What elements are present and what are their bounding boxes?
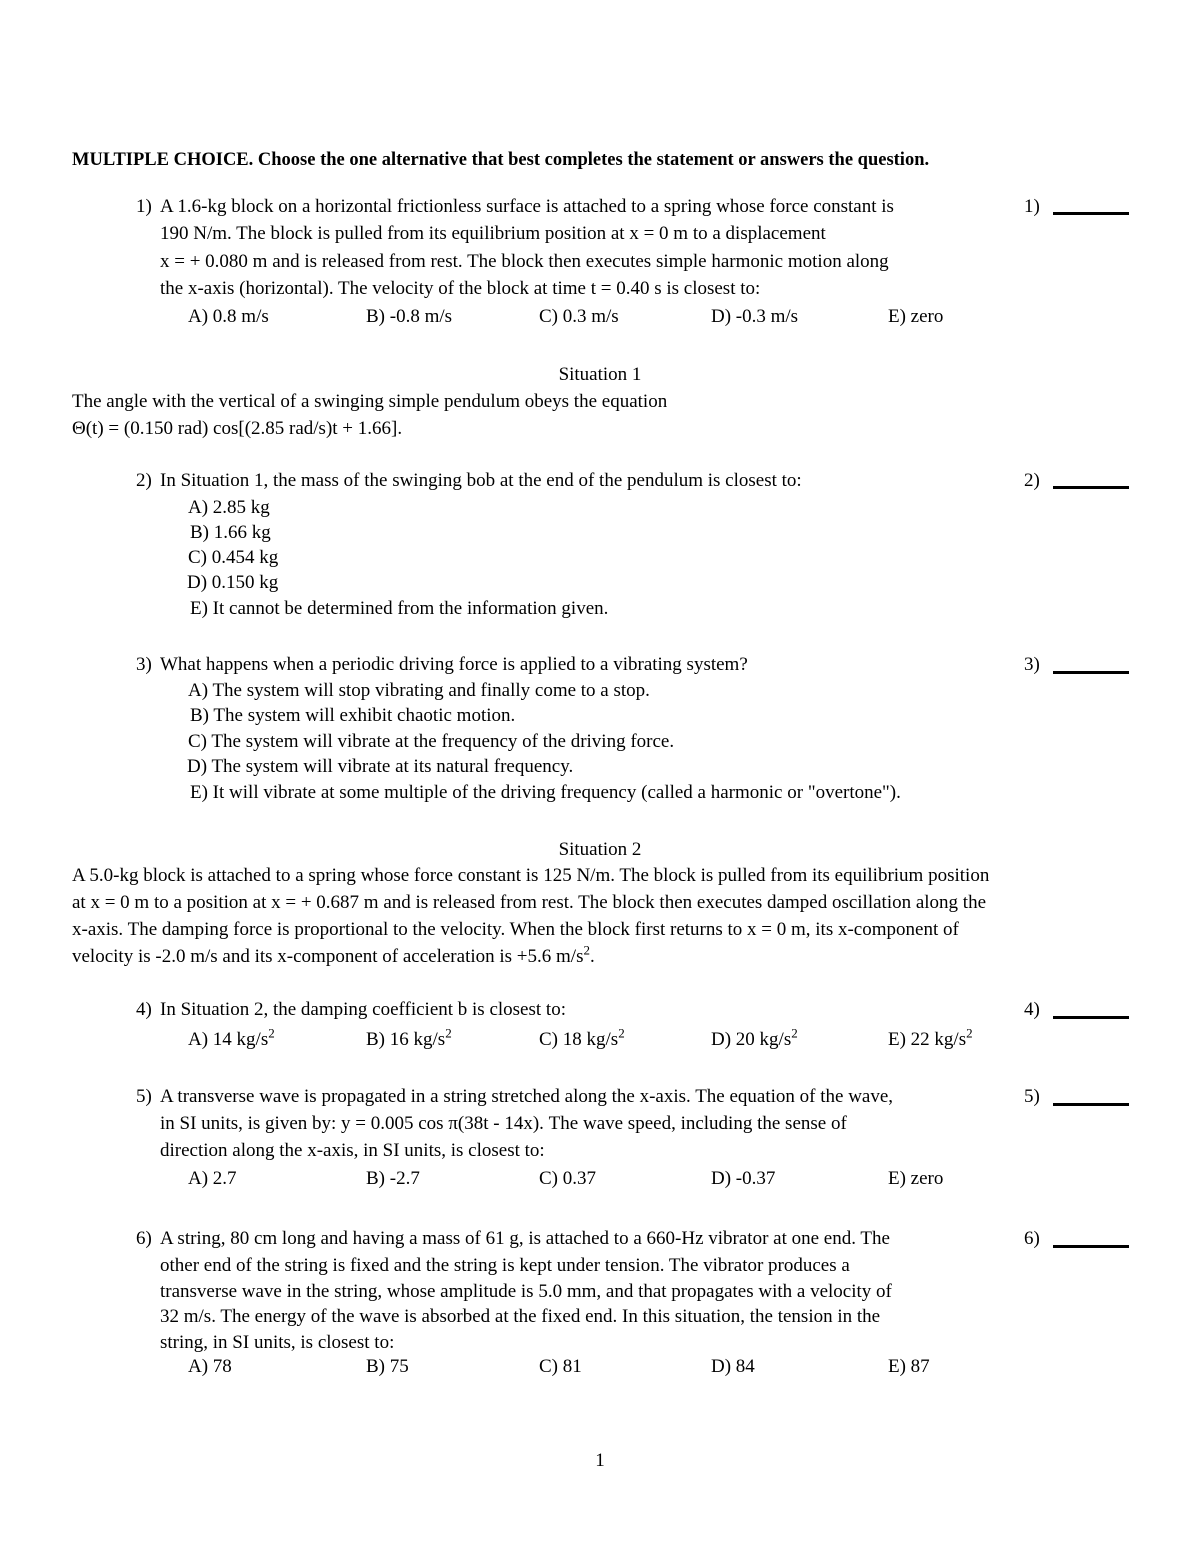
situation-equation: Θ(t) = (0.150 rad) cos[(2.85 rad/s)t + 1.66]. xyxy=(72,418,403,439)
situation-text-line: x-axis. The damping force is proportional to the velocity. When the block first returns to x = 0 m, its x-component of xyxy=(72,919,959,940)
situation-text-line xyxy=(72,942,595,967)
answer-blank[interactable] xyxy=(1053,486,1129,489)
question-number: 1) xyxy=(136,196,152,217)
answer-option: B) -2.7 xyxy=(366,1168,420,1189)
section-header: MULTIPLE CHOICE. Choose the one alternative that best completes the statement or answers the question. xyxy=(72,150,930,170)
answer-option xyxy=(711,1025,798,1050)
answer-option: B) -0.8 m/s xyxy=(366,306,453,327)
answer-option: A) 2.7 xyxy=(188,1168,237,1189)
answer-blank[interactable] xyxy=(1053,1103,1129,1106)
answer-blank-label: 2) xyxy=(1024,470,1040,491)
answer-blank[interactable] xyxy=(1053,1245,1129,1248)
superscript: 2 xyxy=(618,1025,625,1041)
answer-option: E) It will vibrate at some multiple of the driving frequency (called a harmonic or "overtone"). xyxy=(190,782,901,803)
answer-option: A) 78 xyxy=(188,1356,232,1377)
answer-option: A) 2.85 kg xyxy=(188,497,270,518)
answer-option: E) It cannot be determined from the information given. xyxy=(190,598,609,619)
situation-text: velocity is -2.0 m/s and its x-component of acceleration is +5.6 m/s xyxy=(72,946,584,967)
answer-blank[interactable] xyxy=(1053,212,1129,215)
answer-option: B) The system will exhibit chaotic motion. xyxy=(190,705,516,726)
answer-blank[interactable] xyxy=(1053,671,1129,674)
period: . xyxy=(589,946,595,967)
answer-option: D) -0.3 m/s xyxy=(711,306,799,327)
question-text-line: A string, 80 cm long and having a mass of 61 g, is attached to a 660-Hz vibrator at one end. The xyxy=(160,1228,890,1249)
answer-blank-label: 1) xyxy=(1024,196,1040,217)
option-text: A) 14 kg/s xyxy=(188,1029,269,1050)
situation-text-line: A 5.0-kg block is attached to a spring whose force constant is 125 N/m. The block is pulled from its equilibrium position xyxy=(72,865,990,886)
question-text-line: In Situation 1, the mass of the swinging bob at the end of the pendulum is closest to: xyxy=(160,470,802,491)
answer-option: A) 0.8 m/s xyxy=(188,306,269,327)
question-number: 6) xyxy=(136,1228,152,1249)
answer-blank-label: 5) xyxy=(1024,1086,1040,1107)
answer-option: D) 0.150 kg xyxy=(187,572,279,593)
superscript: 2 xyxy=(966,1025,973,1041)
situation-title: Situation 2 xyxy=(558,839,642,860)
situation-text-line: The angle with the vertical of a swinging simple pendulum obeys the equation xyxy=(72,391,668,412)
question-text-line: the x-axis (horizontal). The velocity of the block at time t = 0.40 s is closest to: xyxy=(160,278,761,299)
question-text-line: other end of the string is fixed and the string is kept under tension. The vibrator produces a xyxy=(160,1255,850,1276)
answer-option: E) zero xyxy=(888,1168,944,1189)
option-text: E) 22 kg/s xyxy=(888,1029,967,1050)
question-text-line: transverse wave in the string, whose amplitude is 5.0 mm, and that propagates with a velocity of xyxy=(160,1281,892,1302)
question-text-line: A 1.6-kg block on a horizontal frictionless surface is attached to a spring whose force constant is xyxy=(160,196,894,217)
superscript: 2 xyxy=(791,1025,798,1041)
situation-title: Situation 1 xyxy=(558,364,642,385)
answer-blank-label: 4) xyxy=(1024,999,1040,1020)
superscript: 2 xyxy=(583,942,590,958)
question-number: 3) xyxy=(136,654,152,675)
answer-option: C) 0.3 m/s xyxy=(539,306,619,327)
question-number: 5) xyxy=(136,1086,152,1107)
question-text-line: direction along the x-axis, in SI units, is closest to: xyxy=(160,1140,545,1161)
answer-option xyxy=(888,1025,973,1050)
answer-option: D) -0.37 xyxy=(711,1168,776,1189)
option-text: C) 18 kg/s xyxy=(539,1029,619,1050)
question-text-line: What happens when a periodic driving force is applied to a vibrating system? xyxy=(160,654,748,675)
answer-option: C) 0.454 kg xyxy=(188,547,279,568)
answer-option: E) zero xyxy=(888,306,944,327)
answer-option: C) 81 xyxy=(539,1356,582,1377)
option-text: D) 20 kg/s xyxy=(711,1029,792,1050)
question-text-line: 190 N/m. The block is pulled from its equilibrium position at x = 0 m to a displacement xyxy=(160,223,826,244)
page-number: 1 xyxy=(595,1450,605,1471)
question-text-line: In Situation 2, the damping coefficient b is closest to: xyxy=(160,999,566,1020)
superscript: 2 xyxy=(445,1025,452,1041)
superscript: 2 xyxy=(268,1025,275,1041)
question-text-line: string, in SI units, is closest to: xyxy=(160,1332,395,1353)
answer-option: B) 75 xyxy=(366,1356,409,1377)
answer-option: D) The system will vibrate at its natural frequency. xyxy=(187,756,574,777)
question-text-line: A transverse wave is propagated in a string stretched along the x-axis. The equation of the wave, xyxy=(160,1086,894,1107)
question-number: 2) xyxy=(136,470,152,491)
question-text-line: x = + 0.080 m and is released from rest. The block then executes simple harmonic motion along xyxy=(160,251,889,272)
answer-option: B) 1.66 kg xyxy=(190,522,271,543)
answer-option xyxy=(188,1025,275,1050)
question-text-line: in SI units, is given by: y = 0.005 cos π(38t - 14x). The wave speed, including the sense of xyxy=(160,1113,847,1134)
situation-text-line: at x = 0 m to a position at x = + 0.687 m and is released from rest. The block then executes damped oscillation along the xyxy=(72,892,987,913)
option-text: B) 16 kg/s xyxy=(366,1029,446,1050)
answer-option xyxy=(539,1025,625,1050)
answer-blank[interactable] xyxy=(1053,1016,1129,1019)
answer-option: E) 87 xyxy=(888,1356,930,1377)
question-text-line: 32 m/s. The energy of the wave is absorbed at the fixed end. In this situation, the tension in the xyxy=(160,1306,881,1327)
answer-option xyxy=(366,1025,452,1050)
question-number: 4) xyxy=(136,999,152,1020)
answer-blank-label: 3) xyxy=(1024,654,1040,675)
answer-option: C) 0.37 xyxy=(539,1168,596,1189)
answer-option: D) 84 xyxy=(711,1356,755,1377)
answer-blank-label: 6) xyxy=(1024,1228,1040,1249)
answer-option: A) The system will stop vibrating and finally come to a stop. xyxy=(188,680,650,701)
answer-option: C) The system will vibrate at the frequency of the driving force. xyxy=(188,731,675,752)
